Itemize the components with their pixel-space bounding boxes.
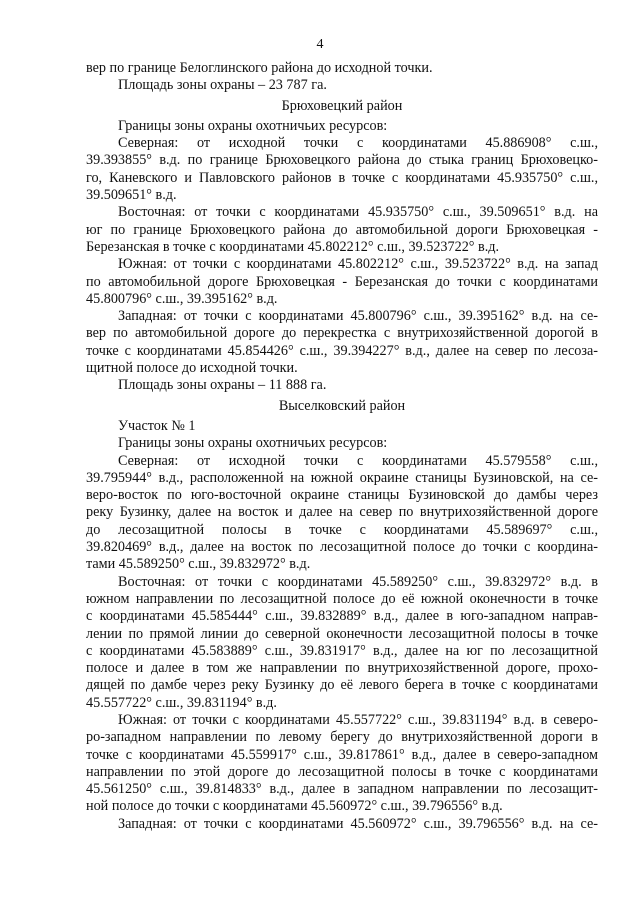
text-line: лении по прямой линии до северной оконечности лесозащитной полосы в точке	[86, 625, 598, 642]
section-heading: Выселковский район	[278, 397, 406, 414]
text-line: точке с координатами 45.854426° с.ш., 39.394227° в.д., далее на север по лесоза-	[86, 342, 598, 359]
area-line: Площадь зоны охраны – 23 787 га.	[118, 77, 327, 94]
text-line: Границы зоны охраны охотничьих ресурсов:	[118, 117, 388, 134]
section-heading: Брюховецкий район	[281, 97, 403, 114]
text-line: Южная: от точки с координатами 45.802212° с.ш., 39.523722° в.д. на запад	[118, 256, 598, 273]
text-line: 39.820469° в.д., далее на восток по лесозащитной полосе до точки с координа-	[86, 539, 598, 556]
text-line: Северная: от исходной точки с координатами 45.579558° с.ш.,	[118, 452, 598, 469]
text-line: щитной полосе до исходной точки.	[86, 360, 298, 377]
text-line: 45.800796° с.ш., 39.395162° в.д.	[86, 290, 278, 307]
text-line: направлении по этой дороге до лесозащитной полосы в точке с координатами	[86, 763, 598, 780]
text-line: дящей по дамбе через реку Бузинку до её левого берега в точке с координатами	[86, 677, 598, 694]
text-line: Березанская в точке с координатами 45.802212° с.ш., 39.523722° в.д.	[86, 238, 500, 255]
text-line: ной полосе до точки с координатами 45.560972° с.ш., 39.796556° в.д.	[86, 798, 503, 815]
text-line: точке с координатами 45.559917° с.ш., 39.817861° в.д., далее в северо-западном	[86, 746, 598, 763]
text-line: го, Каневского и Павловского районов в точке с координатами 45.935750° с.ш.,	[86, 169, 598, 186]
text-line: вер по автомобильной дороге до перекрестка с внутрихозяйственной дорогой в	[86, 325, 598, 342]
text-line: Границы зоны охраны охотничьих ресурсов:	[118, 435, 388, 452]
text-line: Западная: от точки с координатами 45.800796° с.ш., 39.395162° в.д. на се-	[118, 308, 598, 325]
text-line: Южная: от точки с координатами 45.557722° с.ш., 39.831194° в.д. в северо-	[118, 711, 598, 728]
text-line: южном направлении по лесозащитной полосе до её южной оконечности в точке	[86, 590, 598, 607]
text-line: Восточная: от точки с координатами 45.589250° с.ш., 39.832972° в.д. в	[118, 573, 598, 590]
text-line: 39.795944° в.д., расположенной на южной окраине станицы Бузиновской, на се-	[86, 469, 598, 486]
text-line: веро-восток по юго-восточной окраине станицы Бузиновской до дамбы через	[86, 487, 598, 504]
area-line: Площадь зоны охраны – 11 888 га.	[118, 377, 327, 394]
document-body	[86, 60, 598, 833]
text-line: реку Бузинку, далее на восток и далее на север по внутрихозяйственной дороге	[86, 504, 598, 521]
text-line: 45.561250° с.ш., 39.814833° в.д., далее в западном направлении по лесозащит-	[86, 781, 598, 798]
text-line: ро-западном направлении по левому берегу до внутрихозяйственной дороги в	[86, 729, 598, 746]
text-line: 39.393855° в.д. по границе Брюховецкого района до стыка границ Брюховецко-	[86, 152, 598, 169]
page-number: 4	[316, 37, 324, 52]
text-line: Восточная: от точки с координатами 45.935750° с.ш., 39.509651° в.д. на	[118, 204, 598, 221]
text-line: 39.509651° в.д.	[86, 187, 177, 204]
text-line: 45.557722° с.ш., 39.831194° в.д.	[86, 694, 277, 711]
text-line: тами 45.589250° с.ш., 39.832972° в.д.	[86, 556, 311, 573]
text-line: полосе и далее в том же направлении по внутрихозяйственной дороге, прохо-	[86, 660, 598, 677]
text-line: до лесозащитной полосы в точке с координатами 45.589697° с.ш.,	[86, 521, 598, 538]
text-line: с координатами 45.585444° с.ш., 39.832889° в.д., далее в юго-западном направ-	[86, 608, 598, 625]
text-line: Западная: от точки с координатами 45.560972° с.ш., 39.796556° в.д. на се-	[118, 815, 598, 832]
text-line: юг по границе Брюховецкого района до автомобильной дороги Брюховецкая -	[86, 221, 598, 238]
text-line: по автомобильной дороге Брюховецкая - Березанская до точки с координатами	[86, 273, 598, 290]
text-line: вер по границе Белоглинского района до исходной точки.	[86, 60, 433, 76]
text-line: с координатами 45.583889° с.ш., 39.831917° в.д., далее на юг по лесозащитной	[86, 642, 598, 659]
text-line: Северная: от исходной точки с координатами 45.886908° с.ш.,	[118, 135, 598, 152]
subsection-heading: Участок № 1	[118, 417, 196, 434]
